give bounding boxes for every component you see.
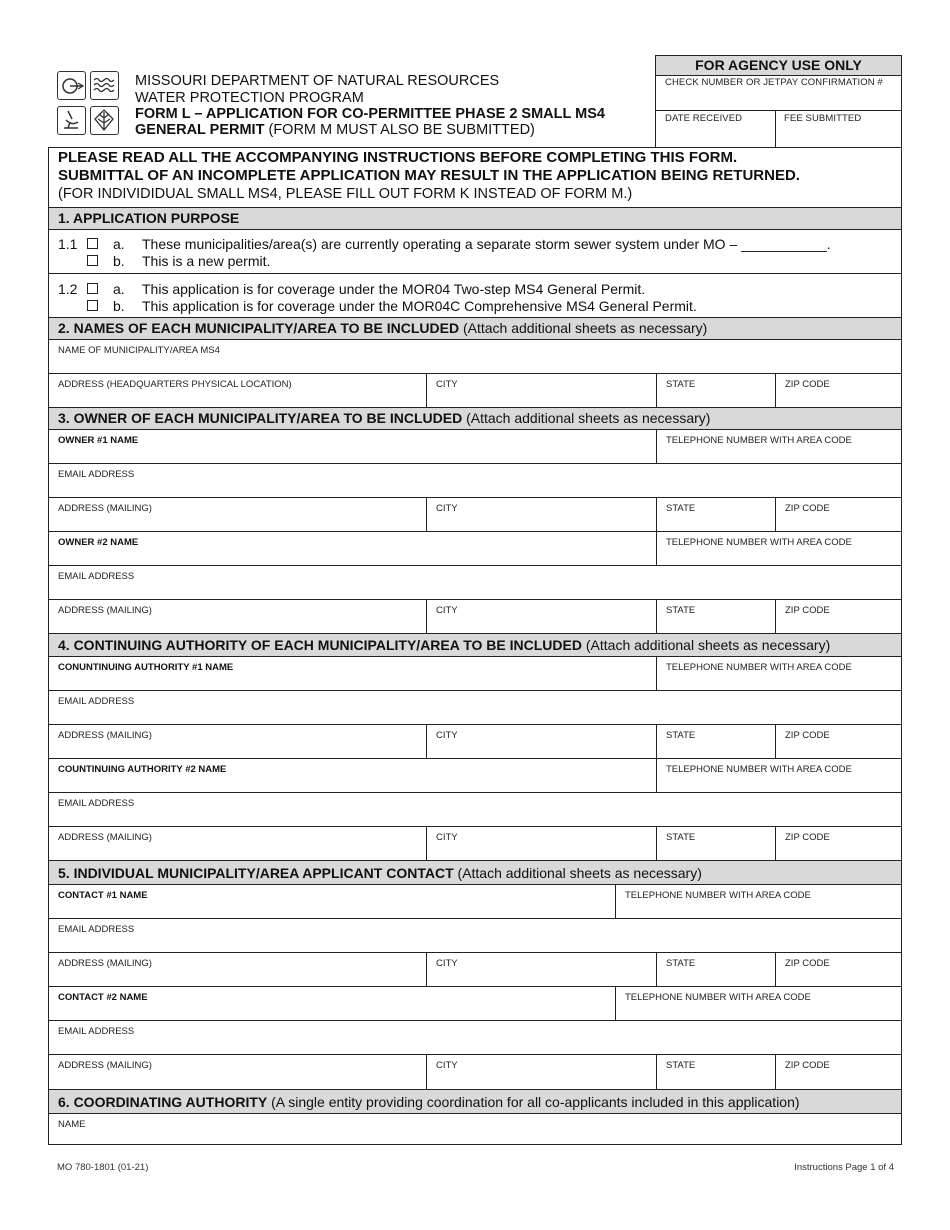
contact2-city-field[interactable] [426, 1055, 656, 1089]
state-label: STATE [666, 503, 696, 514]
instructions-line1: PLEASE READ ALL THE ACCOMPANYING INSTRUCTIONS BEFORE COMPLETING THIS FORM. [58, 149, 738, 166]
authority1-name-field[interactable] [49, 657, 656, 690]
section-2-header [49, 318, 901, 340]
contact2-email-row [49, 1021, 901, 1055]
authority2-email-field[interactable] [49, 793, 901, 826]
authority2-address-row [49, 827, 901, 861]
q12-a-text: This application is for coverage under the MOR04 Two-step MS4 General Permit. [142, 281, 646, 297]
authority1-name-row [49, 657, 901, 691]
owner2-name-field[interactable] [49, 532, 656, 565]
address-mailing-label: ADDRESS (MAILING) [58, 958, 152, 969]
address-mailing-label: ADDRESS (MAILING) [58, 605, 152, 616]
address-mailing-label: ADDRESS (MAILING) [58, 730, 152, 741]
contact1-address-row [49, 953, 901, 987]
owner1-phone-field[interactable] [656, 430, 901, 463]
q11-a-letter: a. [113, 236, 125, 252]
authority1-zip-field[interactable] [775, 725, 901, 758]
zip-label: ZIP CODE [785, 958, 830, 969]
city-label: CITY [436, 503, 458, 514]
state-label: STATE [666, 832, 696, 843]
q11-b-text: This is a new permit. [142, 253, 271, 269]
zip-label: ZIP CODE [785, 605, 830, 616]
telephone-label: TELEPHONE NUMBER WITH AREA CODE [666, 537, 852, 548]
contact1-phone-field[interactable] [615, 885, 901, 918]
section-5-title: 5. INDIVIDUAL MUNICIPALITY/AREA APPLICANT CONTACT [58, 865, 454, 881]
owner2-name-label: OWNER #2 NAME [58, 537, 139, 548]
hq-address-label: ADDRESS (HEADQUARTERS PHYSICAL LOCATION) [58, 379, 292, 390]
telephone-label: TELEPHONE NUMBER WITH AREA CODE [666, 435, 852, 446]
telephone-label: TELEPHONE NUMBER WITH AREA CODE [625, 890, 811, 901]
section-4-note: (Attach additional sheets as necessary) [581, 637, 831, 653]
section-4-header [49, 634, 901, 657]
q11-b-checkbox[interactable] [87, 255, 98, 266]
state-label: STATE [666, 730, 696, 741]
authority2-city-field[interactable] [426, 827, 656, 860]
email-label: EMAIL ADDRESS [58, 571, 135, 582]
contact1-address-field[interactable] [49, 953, 426, 986]
form-number: MO 780-1801 (01-21) [57, 1162, 149, 1173]
form-title-line2 [135, 122, 535, 139]
q12-number: 1.2 [58, 281, 78, 297]
section-3-title: 3. OWNER OF EACH MUNICIPALITY/AREA TO BE INCLUDED [58, 410, 463, 426]
q12-b-text: This application is for coverage under the MOR04C Comprehensive MS4 General Permit. [142, 298, 697, 314]
authority2-state-field[interactable] [656, 827, 775, 860]
address-mailing-label: ADDRESS (MAILING) [58, 1060, 152, 1071]
owner2-email-field[interactable] [49, 566, 901, 599]
authority1-phone-field[interactable] [656, 657, 901, 690]
contact2-name-label: CONTACT #2 NAME [58, 992, 148, 1003]
telephone-label: TELEPHONE NUMBER WITH AREA CODE [666, 764, 852, 775]
air-swirl-icon [57, 71, 86, 100]
instructions-line3: (FOR INDIVIDIDUAL SMALL MS4, PLEASE FILL OUT FORM K INSTEAD OF FORM M.) [58, 186, 633, 202]
form-title-note: (FORM M MUST ALSO BE SUBMITTED) [268, 122, 535, 138]
authority2-name-field[interactable] [49, 759, 656, 792]
contact1-email-field[interactable] [49, 919, 901, 952]
owner1-name-row [49, 430, 901, 464]
state-label: STATE [666, 958, 696, 969]
section-5-note: (Attach additional sheets as necessary) [453, 865, 702, 881]
zip-label: ZIP CODE [785, 730, 830, 741]
hq-city-field[interactable] [426, 374, 656, 407]
authority2-phone-field[interactable] [656, 759, 901, 792]
zip-label: ZIP CODE [785, 1060, 830, 1071]
authority1-name-label: CONUNTINUING AUTHORITY #1 NAME [58, 662, 234, 673]
page-indicator: Instructions Page 1 of 4 [794, 1162, 894, 1173]
dnr-logo [57, 71, 123, 137]
state-label: STATE [666, 379, 696, 390]
microscope-icon [57, 106, 86, 135]
contact2-zip-field[interactable] [775, 1055, 901, 1089]
owner2-phone-field[interactable] [656, 532, 901, 565]
q12-b-letter: b. [113, 298, 125, 314]
city-label: CITY [436, 379, 458, 390]
contact2-name-field[interactable] [49, 987, 615, 1020]
authority2-name-label: COUNTINUING AUTHORITY #2 NAME [58, 764, 227, 775]
contact2-address-field[interactable] [49, 1055, 426, 1089]
check-number-label: CHECK NUMBER OR JETPAY CONFIRMATION # [665, 77, 883, 88]
authority2-email-row [49, 793, 901, 827]
zip-label: ZIP CODE [785, 832, 830, 843]
owner2-address-field[interactable] [49, 600, 426, 633]
owner1-state-field[interactable] [656, 498, 775, 531]
q11-a-checkbox[interactable] [87, 238, 98, 249]
contact2-phone-field[interactable] [615, 987, 901, 1020]
coordinating-name-label: NAME [58, 1119, 86, 1130]
agency-divider [656, 110, 901, 111]
contact1-zip-field[interactable] [775, 953, 901, 986]
city-label: CITY [436, 832, 458, 843]
section-6-title: 6. COORDINATING AUTHORITY [58, 1094, 268, 1110]
owner2-email-row [49, 566, 901, 600]
contact2-name-row [49, 987, 901, 1021]
question-1-2 [49, 274, 901, 318]
contact2-state-field[interactable] [656, 1055, 775, 1089]
contact2-address-row [49, 1055, 901, 1090]
owner2-zip-field[interactable] [775, 600, 901, 633]
authority1-address-field[interactable] [49, 725, 426, 758]
city-label: CITY [436, 605, 458, 616]
owner1-city-field[interactable] [426, 498, 656, 531]
zip-label: ZIP CODE [785, 503, 830, 514]
municipality-name-label: NAME OF MUNICIPALITY/AREA MS4 [58, 345, 220, 356]
water-waves-icon [90, 71, 119, 100]
date-received-label: DATE RECEIVED [665, 113, 743, 124]
hq-address-field[interactable] [49, 374, 426, 407]
section-6-header [49, 1090, 901, 1114]
municipality-name-field[interactable] [49, 340, 901, 373]
state-label: STATE [666, 1060, 696, 1071]
owner1-name-label: OWNER #1 NAME [58, 435, 139, 446]
section-1-header [49, 208, 901, 230]
contact1-state-field[interactable] [656, 953, 775, 986]
email-label: EMAIL ADDRESS [58, 798, 135, 809]
department-name: MISSOURI DEPARTMENT OF NATURAL RESOURCES [135, 73, 500, 89]
email-label: EMAIL ADDRESS [58, 696, 135, 707]
owner2-state-field[interactable] [656, 600, 775, 633]
application-form [48, 147, 902, 1145]
instructions-block [49, 148, 901, 208]
q11-b-letter: b. [113, 253, 125, 269]
section-1-title: 1. APPLICATION PURPOSE [58, 210, 240, 226]
email-label: EMAIL ADDRESS [58, 924, 135, 935]
authority1-city-field[interactable] [426, 725, 656, 758]
q11-number: 1.1 [58, 236, 78, 252]
zip-label: ZIP CODE [785, 379, 830, 390]
authority2-name-row [49, 759, 901, 793]
hq-state-field[interactable] [656, 374, 775, 407]
section-4-title: 4. CONTINUING AUTHORITY OF EACH MUNICIPALITY/AREA TO BE INCLUDED [58, 637, 582, 653]
address-mailing-label: ADDRESS (MAILING) [58, 832, 152, 843]
section-2-note: (Attach additional sheets as necessary) [459, 320, 708, 336]
city-label: CITY [436, 730, 458, 741]
contact2-email-field[interactable] [49, 1021, 901, 1054]
section-3-header [49, 408, 901, 430]
program-name: WATER PROTECTION PROGRAM [135, 90, 364, 106]
agency-use-box [655, 55, 902, 147]
agency-use-title: FOR AGENCY USE ONLY [656, 56, 901, 76]
q12-a-letter: a. [113, 281, 125, 297]
email-label: EMAIL ADDRESS [58, 469, 135, 480]
owner1-zip-field[interactable] [775, 498, 901, 531]
section-2-title: 2. NAMES OF EACH MUNICIPALITY/AREA TO BE INCLUDED [58, 320, 460, 336]
authority1-state-field[interactable] [656, 725, 775, 758]
authority2-zip-field[interactable] [775, 827, 901, 860]
email-label: EMAIL ADDRESS [58, 1026, 135, 1037]
agency-vertical-divider [775, 110, 776, 148]
owner1-email-row [49, 464, 901, 498]
city-label: CITY [436, 958, 458, 969]
section-3-note: (Attach additional sheets as necessary) [462, 410, 711, 426]
state-label: STATE [666, 605, 696, 616]
authority1-address-row [49, 725, 901, 759]
contact1-name-label: CONTACT #1 NAME [58, 890, 148, 901]
owner2-address-row [49, 600, 901, 634]
municipality-address-row [49, 374, 901, 408]
authority1-email-field[interactable] [49, 691, 901, 724]
fee-submitted-label: FEE SUBMITTED [784, 113, 862, 124]
leaf-icon [90, 106, 119, 135]
q12-b-checkbox[interactable] [87, 300, 98, 311]
q12-a-checkbox[interactable] [87, 283, 98, 294]
owner1-name-field[interactable] [49, 430, 656, 463]
hq-zip-field[interactable] [775, 374, 901, 407]
instructions-line2: SUBMITTAL OF AN INCOMPLETE APPLICATION MAY RESULT IN THE APPLICATION BEING RETURNED. [58, 167, 800, 184]
contact1-name-field[interactable] [49, 885, 615, 918]
section-6-note: (A single entity providing coordination for all co-applicants included in this application) [267, 1094, 800, 1110]
question-1-1 [49, 230, 901, 274]
telephone-label: TELEPHONE NUMBER WITH AREA CODE [625, 992, 811, 1003]
contact1-email-row [49, 919, 901, 953]
coordinating-name-field[interactable] [49, 1114, 901, 1144]
owner1-address-field[interactable] [49, 498, 426, 531]
authority1-email-row [49, 691, 901, 725]
address-mailing-label: ADDRESS (MAILING) [58, 503, 152, 514]
owner2-name-row [49, 532, 901, 566]
owner1-address-row [49, 498, 901, 532]
owner2-city-field[interactable] [426, 600, 656, 633]
contact1-city-field[interactable] [426, 953, 656, 986]
contact1-name-row [49, 885, 901, 919]
q11-a-text: These municipalities/area(s) are currently operating a separate storm sewer system under MO – ___________. [142, 236, 831, 252]
coordinating-name-row [49, 1114, 901, 1144]
municipality-name-row [49, 340, 901, 374]
telephone-label: TELEPHONE NUMBER WITH AREA CODE [666, 662, 852, 673]
section-5-header [49, 861, 901, 885]
owner1-email-field[interactable] [49, 464, 901, 497]
city-label: CITY [436, 1060, 458, 1071]
authority2-address-field[interactable] [49, 827, 426, 860]
form-title: FORM L – APPLICATION FOR CO-PERMITTEE PHASE 2 SMALL MS4 [135, 106, 605, 122]
form-title-general: GENERAL PERMIT [135, 122, 265, 138]
